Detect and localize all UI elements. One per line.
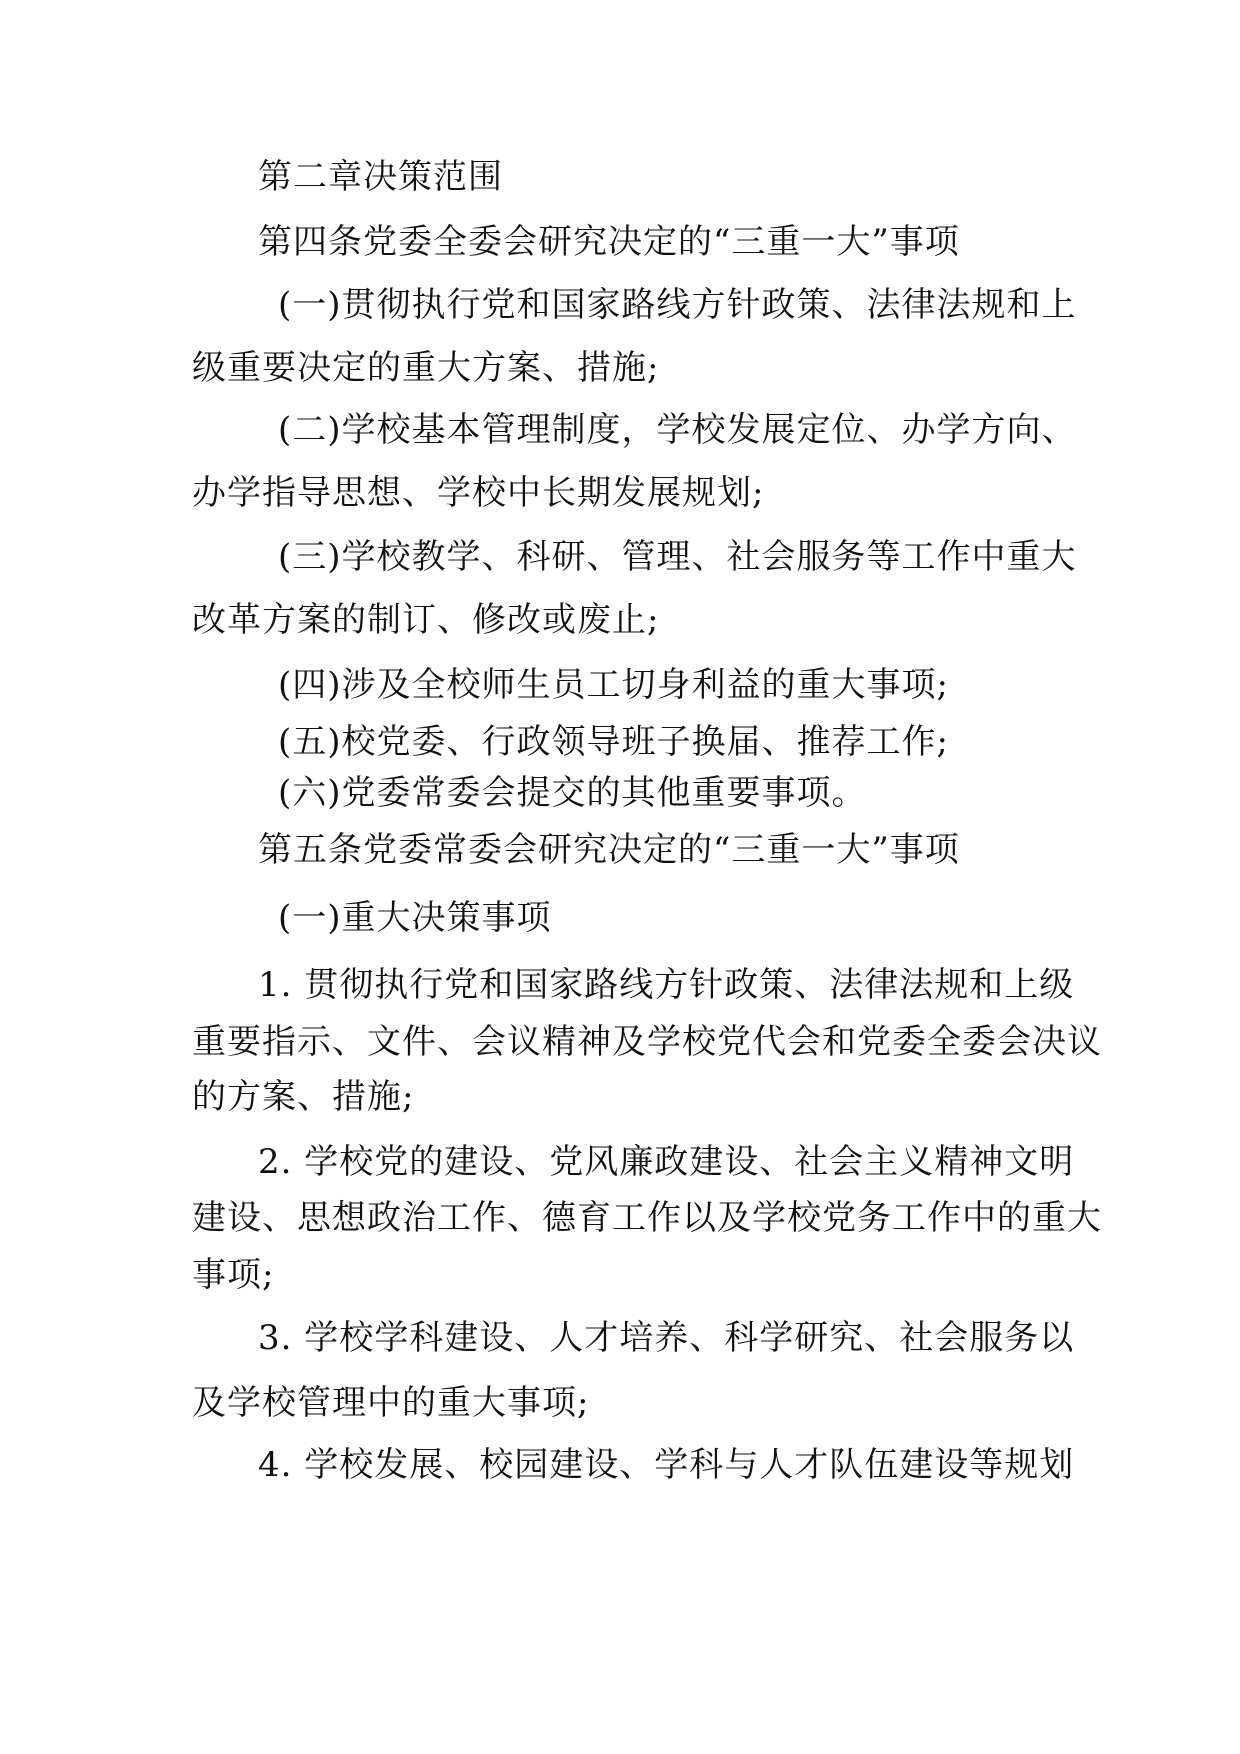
- text-line: 2. 学校党的建设、党风廉政建设、社会主义精神文明: [258, 1142, 1075, 1182]
- text-line: (五)校党委、行政领导班子换届、推荐工作;: [278, 722, 949, 762]
- text-line: 事项;: [192, 1255, 275, 1295]
- text-line: (一)重大决策事项: [278, 898, 552, 938]
- text-line: 3. 学校学科建设、人才培养、科学研究、社会服务以: [258, 1318, 1075, 1358]
- text-line: 及学校管理中的重大事项;: [192, 1383, 590, 1423]
- text-line: (二)学校基本管理制度，学校发展定位、办学方向、: [278, 410, 1077, 450]
- text-line: (六)党委常委会提交的其他重要事项。: [278, 773, 867, 813]
- text-line: 的方案、措施;: [192, 1077, 415, 1117]
- text-line: 改革方案的制订、修改或废止;: [192, 600, 660, 640]
- chapter-heading: 第二章决策范围: [258, 157, 503, 197]
- text-line: 1. 贯彻执行党和国家路线方针政策、法律法规和上级: [258, 965, 1075, 1005]
- text-line: (四)涉及全校师生员工切身利益的重大事项;: [278, 665, 949, 705]
- article-4-heading: 第四条党委全委会研究决定的“三重一大”事项: [258, 222, 960, 262]
- text-line: 建设、思想政治工作、德育工作以及学校党务工作中的重大: [192, 1198, 1102, 1238]
- text-line: 级重要决定的重大方案、措施;: [192, 348, 660, 388]
- text-line: (三)学校教学、科研、管理、社会服务等工作中重大: [278, 537, 1077, 577]
- text-line: 4. 学校发展、校园建设、学科与人才队伍建设等规划: [258, 1445, 1075, 1485]
- text-line: 办学指导思想、学校中长期发展规划;: [192, 473, 765, 513]
- text-line: (一)贯彻执行党和国家路线方针政策、法律法规和上: [278, 285, 1077, 325]
- text-line: 重要指示、文件、会议精神及学校党代会和党委全委会决议: [192, 1022, 1102, 1062]
- article-5-heading: 第五条党委常委会研究决定的“三重一大”事项: [258, 830, 960, 870]
